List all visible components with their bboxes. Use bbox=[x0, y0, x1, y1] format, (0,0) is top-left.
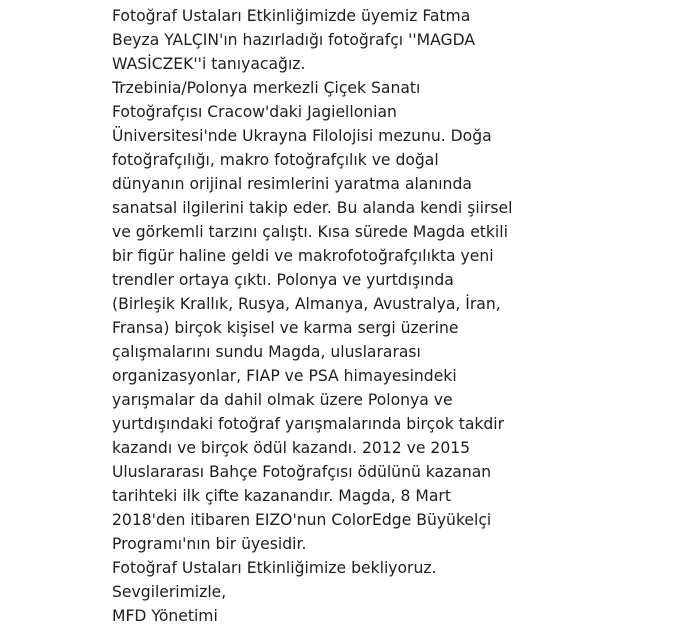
signature-line: MFD Yönetimi bbox=[112, 607, 218, 625]
closing-line: Sevgilerimizle, bbox=[112, 583, 227, 601]
biography-paragraph: Trzebinia/Polonya merkezli Çiçek Sanatı Fotoğrafçısı Cracow'daki Jagiellonian Üniversitesi'nde Ukrayna Filolojisi mezunu. Doğa fotoğrafçılığı, makro fotoğrafçılık ve doğal dünyanın orijinal resimlerini yaratma alanında sanatsal ilgilerini takip eder. Bu alanda kendi şiirsel ve görkemli tarzını çalıştı. Kısa sürede Magda etkili bir figür haline geldi ve makrofotoğrafçılıkta yeni trendler ortaya çıktı. Polonya ve yurtdışında (Birleşik Krallık, Rusya, Almanya, Avustralya, İran, Fransa) birçok kişisel ve karma sergi üzerine çalışmalarını sundu Magda, uluslararası organizasyonlar, FIAP ve PSA himayesindeki yarışmalar da dahil olmak üzere Polonya ve yurtdışındaki fotoğraf yarışmalarında birçok takdir kazandı ve birçok ödül kazandı. 2012 ve 2015 Uluslararası Bahçe Fotoğrafçısı ödülünü kazanan tarihteki ilk çifte kazanandır. Magda, 8 Mart 2018'den itibaren EIZO'nun ColorEdge Büyükelçi Programı'nın bir üyesidir. bbox=[112, 79, 513, 553]
invitation-line: Fotoğraf Ustaları Etkinliğimize bekliyoruz. bbox=[112, 559, 437, 577]
post-text bbox=[112, 4, 532, 628]
intro-paragraph: Fotoğraf Ustaları Etkinliğimizde üyemiz Fatma Beyza YALÇIN'ın hazırladığı fotoğrafçı ''MAGDA WASİCZEK''i tanıyacağız. bbox=[112, 7, 475, 73]
